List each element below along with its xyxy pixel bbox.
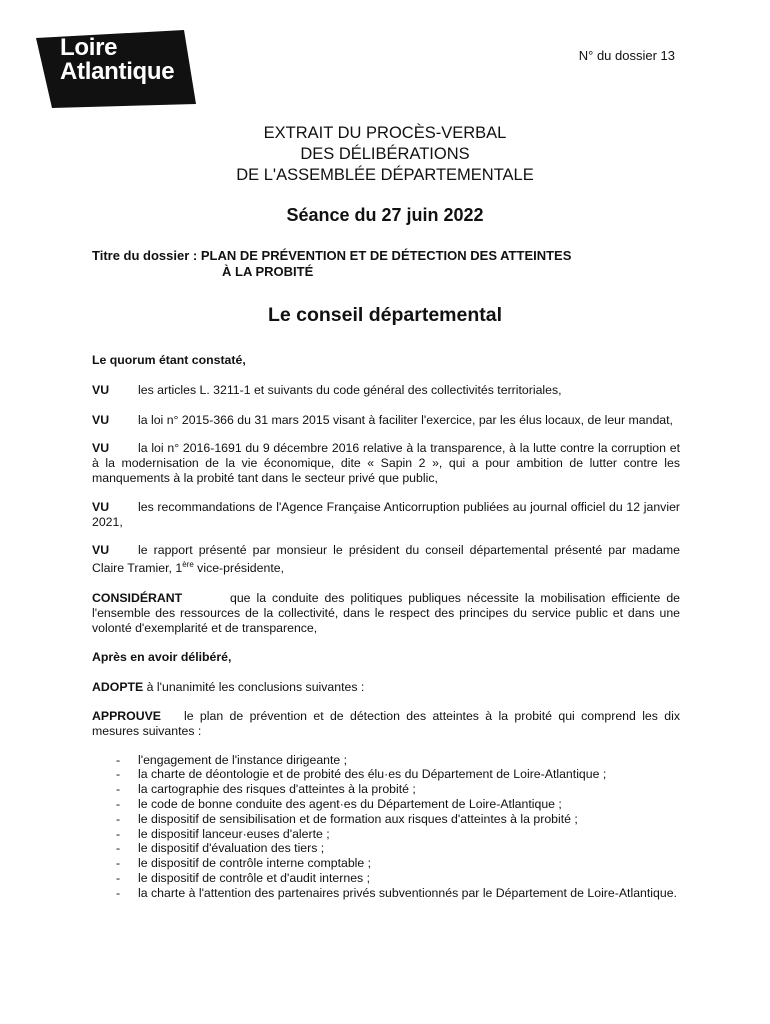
adopte-paragraph [92,680,680,695]
list-item: - le code de bonne conduite des agent·es du Département de Loire-Atlantique ; [92,797,680,812]
dossier-number: N° du dossier 13 [578,48,675,63]
considerant-paragraph [92,591,680,635]
vu-paragraph [92,383,680,398]
approuve-text: le plan de prévention et de détection des atteintes à la probité qui comprend les dix mesures suivantes : [92,709,680,738]
dossier-title-line1: PLAN DE PRÉVENTION ET DE DÉTECTION DES ATTEINTES [200,248,572,263]
list-item: - la charte de déontologie et de probité des élu·es du Département de Loire-Atlantique ; [92,767,680,782]
list-item: - le dispositif de sensibilisation et de formation aux risques d'atteintes à la probité ; [92,812,680,827]
vu-text: le rapport présenté par monsieur le président du conseil départemental présenté par madame Claire Tramier, 1 [92,543,680,576]
council-heading: Le conseil départemental [267,304,503,326]
title-line1: EXTRAIT DU PROCÈS-VERBAL [263,124,507,142]
adopte-keyword: ADOPTE [92,680,144,695]
vu-text: la loi n° 2015-366 du 31 mars 2015 visant à faciliter l'exercice, par les élus locaux, de leur mandat, [138,412,673,427]
document-body [92,353,680,901]
logo-line2: Atlantique [60,58,175,85]
title-line2: DES DÉLIBÉRATIONS [300,145,470,163]
vu-paragraph [92,441,680,485]
vu-text: la loi n° 2016-1691 du 9 décembre 2016 relative à la transparence, à la lutte contre la corruption et à la modernisation de la vie économique, dite « Sapin 2 », qui a pour ambition de lutter contre les manquements à la probité tant dans le secteur privé que public, [92,441,680,485]
dossier-title-label: Titre du dossier : [92,248,198,263]
vu-superscript: ère [182,560,194,570]
vu-keyword: VU [92,499,110,514]
vu-text-end: vice-présidente, [193,561,284,576]
document-title [0,123,770,186]
list-item: - le dispositif d'évaluation des tiers ; [92,841,680,856]
apres-line: Après en avoir délibéré, [92,650,232,665]
vu-keyword: VU [92,441,110,456]
dossier-title [92,248,571,280]
quorum-line: Le quorum étant constaté, [92,353,246,367]
list-item: - l'engagement de l'instance dirigeante ; [92,753,680,768]
list-item: - le dispositif lanceur·euses d'alerte ; [92,827,680,842]
considerant-keyword: CONSIDÉRANT [92,591,183,606]
vu-text: les recommandations de l'Agence Française Anticorruption publiées au journal officiel du 12 janvier 2021, [92,499,680,529]
approuve-paragraph [92,709,680,739]
vu-keyword: VU [92,382,110,397]
considerant-text: que la conduite des politiques publiques nécessite la mobilisation efficiente de l'ensemble des ressources de la collectivité, dans le respect des principes du service public et dans une volonté d'exemplarité et de transparence, [92,591,680,635]
vu-paragraph [92,543,680,576]
vu-paragraph [92,500,680,530]
adopte-text: à l'unanimité les conclusions suivantes : [146,680,365,695]
vu-text: les articles L. 3211-1 et suivants du code général des collectivités territoriales, [138,382,562,397]
approuve-keyword: APPROUVE [92,709,162,724]
seance-date: Séance du 27 juin 2022 [286,205,484,225]
title-line3: DE L'ASSEMBLÉE DÉPARTEMENTALE [236,166,534,184]
list-item: - la charte à l'attention des partenaires privés subventionnés par le Département de Loire-Atlantique. [92,886,680,901]
measures-list [92,753,680,901]
vu-keyword: VU [92,543,110,558]
list-item: - le dispositif de contrôle interne comptable ; [92,856,680,871]
vu-keyword: VU [92,412,110,427]
logo-line1: Loire [60,34,118,61]
list-item: - le dispositif de contrôle et d'audit internes ; [92,871,680,886]
vu-paragraph [92,413,680,428]
list-item: - la cartographie des risques d'atteintes à la probité ; [92,782,680,797]
dossier-title-line2: À LA PROBITÉ [222,264,314,279]
logo-text [60,36,174,84]
